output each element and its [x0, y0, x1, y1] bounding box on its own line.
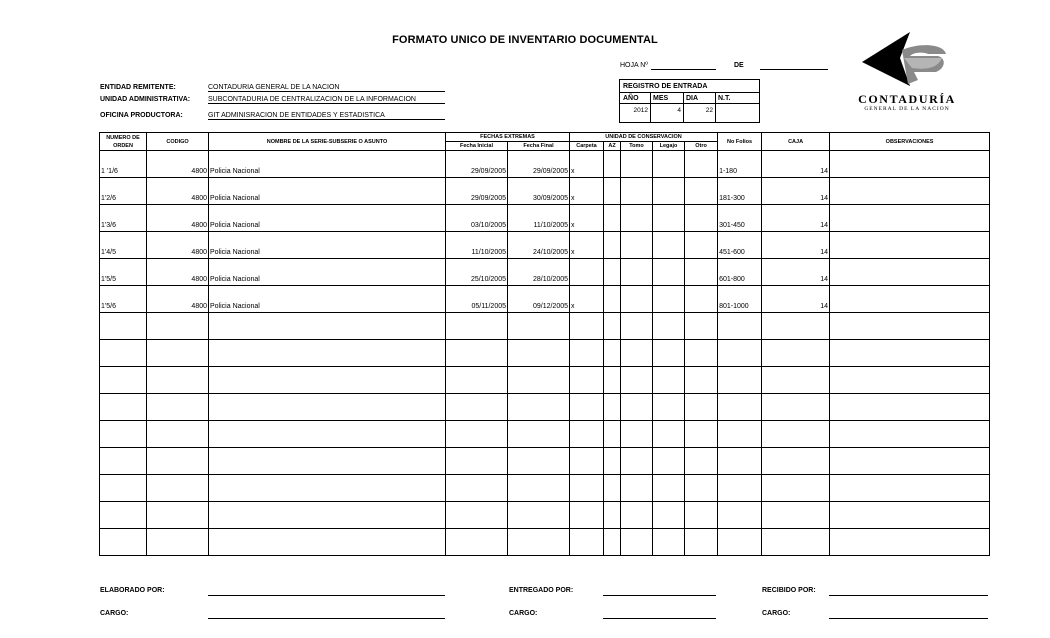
cell-fecha-final[interactable] — [508, 475, 570, 502]
cell-codigo[interactable] — [147, 367, 209, 394]
cell-observaciones[interactable] — [830, 205, 990, 232]
cell-codigo[interactable]: 4800 — [147, 178, 209, 205]
cell-az[interactable] — [604, 340, 621, 367]
unidad-label: UNIDAD ADMINISTRATIVA: — [100, 96, 191, 103]
cell-otro[interactable] — [685, 232, 718, 259]
table-row — [100, 286, 990, 313]
col-caja: CAJA — [762, 133, 830, 151]
col-unidad: UNIDAD DE CONSERVACION — [570, 133, 718, 142]
table-row-empty — [100, 313, 990, 340]
cell-orden[interactable] — [100, 313, 147, 340]
cell-orden[interactable] — [100, 367, 147, 394]
cell-caja[interactable] — [762, 529, 830, 556]
cell-fecha-inicial[interactable] — [446, 502, 508, 529]
cell-legajo[interactable] — [653, 259, 685, 286]
cell-caja[interactable]: 14 — [762, 232, 830, 259]
cell-fecha-final[interactable] — [508, 367, 570, 394]
cell-observaciones[interactable] — [830, 529, 990, 556]
cell-folios[interactable] — [718, 529, 762, 556]
cell-orden[interactable]: 1 '1/6 — [100, 151, 147, 178]
cell-otro[interactable] — [685, 475, 718, 502]
cell-folios[interactable]: 451-600 — [718, 232, 762, 259]
table-row-empty — [100, 529, 990, 556]
cell-otro[interactable] — [685, 367, 718, 394]
cell-az[interactable] — [604, 286, 621, 313]
cell-nombre[interactable]: Policia Nacional — [209, 232, 446, 259]
cell-fecha-final[interactable] — [508, 502, 570, 529]
reg-val-anio: 2012 — [633, 107, 648, 114]
cell-az[interactable] — [604, 313, 621, 340]
cell-codigo[interactable]: 4800 — [147, 232, 209, 259]
table-row — [100, 205, 990, 232]
cell-orden[interactable]: 1'5/5 — [100, 259, 147, 286]
reg-col-dia: DIA — [686, 95, 699, 102]
cell-nombre[interactable] — [209, 448, 446, 475]
cell-codigo[interactable]: 4800 — [147, 259, 209, 286]
cell-fecha-final[interactable] — [508, 421, 570, 448]
cell-fecha-final[interactable] — [508, 313, 570, 340]
cell-fecha-inicial[interactable]: 11/10/2005 — [446, 232, 508, 259]
cell-nombre[interactable]: Policia Nacional — [209, 178, 446, 205]
cell-folios[interactable]: 301-450 — [718, 205, 762, 232]
cell-carpeta[interactable] — [570, 421, 604, 448]
cell-carpeta[interactable] — [570, 340, 604, 367]
cell-folios[interactable] — [718, 367, 762, 394]
cell-fecha-inicial[interactable] — [446, 313, 508, 340]
col-otro: Otro — [685, 142, 718, 151]
col-nombre: NOMBRE DE LA SERIE-SUBSERIE O ASUNTO — [209, 133, 446, 151]
cell-tomo[interactable] — [621, 367, 653, 394]
page-title: FORMATO UNICO DE INVENTARIO DOCUMENTAL — [392, 34, 658, 46]
cell-az[interactable] — [604, 151, 621, 178]
col-fechas: FECHAS EXTREMAS — [446, 133, 570, 142]
cell-caja[interactable]: 14 — [762, 286, 830, 313]
cell-orden[interactable]: 1'5/6 — [100, 286, 147, 313]
cell-fecha-inicial[interactable]: 03/10/2005 — [446, 205, 508, 232]
table-row-empty — [100, 421, 990, 448]
cell-folios[interactable]: 1-180 — [718, 151, 762, 178]
cell-observaciones[interactable] — [830, 313, 990, 340]
cell-carpeta[interactable] — [570, 367, 604, 394]
cargo-label-3: CARGO: — [762, 610, 791, 617]
cell-nombre[interactable] — [209, 394, 446, 421]
cell-orden[interactable]: 1'4/5 — [100, 232, 147, 259]
cell-orden[interactable] — [100, 394, 147, 421]
cell-legajo[interactable] — [653, 286, 685, 313]
cell-carpeta[interactable]: x — [570, 205, 604, 232]
cell-observaciones[interactable] — [830, 502, 990, 529]
cell-caja[interactable] — [762, 475, 830, 502]
cell-orden[interactable] — [100, 448, 147, 475]
table-row-empty — [100, 475, 990, 502]
col-observaciones: OBSERVACIONES — [830, 133, 990, 151]
cell-az[interactable] — [604, 205, 621, 232]
cell-legajo[interactable] — [653, 502, 685, 529]
cell-codigo[interactable] — [147, 475, 209, 502]
cell-orden[interactable] — [100, 421, 147, 448]
cell-orden[interactable]: 1'2/6 — [100, 178, 147, 205]
cell-caja[interactable] — [762, 394, 830, 421]
cell-observaciones[interactable] — [830, 394, 990, 421]
cell-legajo[interactable] — [653, 448, 685, 475]
cell-legajo[interactable] — [653, 529, 685, 556]
cell-otro[interactable] — [685, 448, 718, 475]
cell-codigo[interactable] — [147, 340, 209, 367]
cargo-label-1: CARGO: — [100, 610, 129, 617]
cell-fecha-inicial[interactable] — [446, 448, 508, 475]
col-fecha-inicial: Fecha Inicial — [446, 142, 508, 151]
cell-codigo[interactable] — [147, 502, 209, 529]
cargo-label-2: CARGO: — [509, 610, 538, 617]
cell-legajo[interactable] — [653, 205, 685, 232]
table-row-empty — [100, 394, 990, 421]
table-row-empty — [100, 340, 990, 367]
cell-tomo[interactable] — [621, 178, 653, 205]
cell-fecha-final[interactable]: 28/10/2005 — [508, 259, 570, 286]
cell-tomo[interactable] — [621, 529, 653, 556]
cell-observaciones[interactable] — [830, 259, 990, 286]
unidad-value: SUBCONTADURIA DE CENTRALIZACION DE LA INFORMACION — [208, 96, 445, 104]
cell-carpeta[interactable]: x — [570, 286, 604, 313]
cell-observaciones[interactable] — [830, 151, 990, 178]
cell-tomo[interactable] — [621, 340, 653, 367]
cell-observaciones[interactable] — [830, 232, 990, 259]
cell-caja[interactable] — [762, 367, 830, 394]
cell-fecha-inicial[interactable]: 29/09/2005 — [446, 178, 508, 205]
cell-tomo[interactable] — [621, 313, 653, 340]
cell-carpeta[interactable] — [570, 502, 604, 529]
cell-fecha-final[interactable]: 09/12/2005 — [508, 286, 570, 313]
cell-carpeta[interactable] — [570, 475, 604, 502]
table-row-empty — [100, 448, 990, 475]
table-row — [100, 259, 990, 286]
cell-folios[interactable] — [718, 448, 762, 475]
cell-carpeta[interactable] — [570, 259, 604, 286]
cell-fecha-final[interactable]: 11/10/2005 — [508, 205, 570, 232]
cell-az[interactable] — [604, 367, 621, 394]
cell-az[interactable] — [604, 232, 621, 259]
cell-tomo[interactable] — [621, 286, 653, 313]
contaduria-logo — [842, 28, 972, 118]
cell-az[interactable] — [604, 448, 621, 475]
col-tomo: Tomo — [621, 142, 653, 151]
logo-emblem-icon — [842, 28, 972, 90]
recibido-label: RECIBIDO POR: — [762, 587, 816, 594]
cell-carpeta[interactable] — [570, 313, 604, 340]
table-row — [100, 232, 990, 259]
table-row-empty — [100, 502, 990, 529]
cell-otro[interactable] — [685, 178, 718, 205]
cell-folios[interactable] — [718, 340, 762, 367]
cell-legajo[interactable] — [653, 421, 685, 448]
cell-az[interactable] — [604, 178, 621, 205]
cell-observaciones[interactable] — [830, 448, 990, 475]
cell-az[interactable] — [604, 502, 621, 529]
cell-codigo[interactable] — [147, 313, 209, 340]
table-row — [100, 151, 990, 178]
cell-otro[interactable] — [685, 394, 718, 421]
cell-legajo[interactable] — [653, 178, 685, 205]
cell-fecha-final[interactable] — [508, 529, 570, 556]
de-label: DE — [734, 62, 744, 69]
cell-tomo[interactable] — [621, 421, 653, 448]
cell-codigo[interactable]: 4800 — [147, 286, 209, 313]
cell-nombre[interactable] — [209, 421, 446, 448]
cell-tomo[interactable] — [621, 475, 653, 502]
cell-codigo[interactable] — [147, 394, 209, 421]
cell-codigo[interactable] — [147, 529, 209, 556]
cell-caja[interactable] — [762, 421, 830, 448]
col-carpeta: Carpeta — [570, 142, 604, 151]
cell-nombre[interactable] — [209, 340, 446, 367]
cell-fecha-inicial[interactable] — [446, 340, 508, 367]
reg-col-mes: MES — [653, 95, 669, 102]
cell-caja[interactable]: 14 — [762, 205, 830, 232]
cell-az[interactable] — [604, 259, 621, 286]
cell-nombre[interactable]: Policia Nacional — [209, 205, 446, 232]
cell-orden[interactable]: 1'3/6 — [100, 205, 147, 232]
col-numero: NUMERO DE ORDEN — [100, 133, 147, 151]
cell-caja[interactable]: 14 — [762, 259, 830, 286]
col-fecha-final: Fecha Final — [508, 142, 570, 151]
cell-az[interactable] — [604, 421, 621, 448]
cell-carpeta[interactable]: x — [570, 178, 604, 205]
cell-tomo[interactable] — [621, 259, 653, 286]
cell-fecha-inicial[interactable] — [446, 421, 508, 448]
cell-legajo[interactable] — [653, 151, 685, 178]
elaborado-label: ELABORADO POR: — [100, 587, 165, 594]
cell-otro[interactable] — [685, 421, 718, 448]
cell-codigo[interactable]: 4800 — [147, 205, 209, 232]
logo-name: CONTADURÍA — [858, 92, 956, 106]
cell-carpeta[interactable]: x — [570, 151, 604, 178]
cell-fecha-final[interactable] — [508, 340, 570, 367]
oficina-value: GIT ADMINISRACION DE ENTIDADES Y ESTADISTICA — [208, 112, 445, 120]
cell-carpeta[interactable]: x — [570, 232, 604, 259]
cell-caja[interactable]: 14 — [762, 151, 830, 178]
entidad-label: ENTIDAD REMITENTE: — [100, 84, 176, 91]
cell-carpeta[interactable] — [570, 529, 604, 556]
col-codigo: CODIGO — [147, 133, 209, 151]
cell-az[interactable] — [604, 394, 621, 421]
cell-carpeta[interactable] — [570, 394, 604, 421]
cell-tomo[interactable] — [621, 448, 653, 475]
cell-fecha-final[interactable] — [508, 394, 570, 421]
cell-folios[interactable] — [718, 421, 762, 448]
cell-otro[interactable] — [685, 286, 718, 313]
cargo-field-3[interactable] — [829, 618, 988, 619]
recibido-field[interactable] — [829, 595, 988, 596]
cell-fecha-inicial[interactable]: 05/11/2005 — [446, 286, 508, 313]
cell-nombre[interactable] — [209, 475, 446, 502]
elaborado-field[interactable] — [208, 595, 445, 596]
cell-observaciones[interactable] — [830, 340, 990, 367]
table-row — [100, 178, 990, 205]
cell-folios[interactable]: 801-1000 — [718, 286, 762, 313]
registro-title: REGISTRO DE ENTRADA — [623, 83, 708, 90]
reg-val-dia: 22 — [705, 107, 713, 114]
cell-nombre[interactable] — [209, 367, 446, 394]
cell-folios[interactable] — [718, 313, 762, 340]
cell-otro[interactable] — [685, 340, 718, 367]
cell-nombre[interactable]: Policia Nacional — [209, 259, 446, 286]
cell-nombre[interactable] — [209, 313, 446, 340]
reg-col-anio: AÑO — [623, 95, 639, 102]
cell-folios[interactable] — [718, 502, 762, 529]
entregado-label: ENTREGADO POR: — [509, 587, 574, 594]
cell-fecha-inicial[interactable]: 25/10/2005 — [446, 259, 508, 286]
cell-otro[interactable] — [685, 205, 718, 232]
cell-caja[interactable]: 14 — [762, 178, 830, 205]
cell-nombre[interactable] — [209, 529, 446, 556]
cell-otro[interactable] — [685, 259, 718, 286]
reg-col-nt: N.T. — [718, 95, 731, 102]
cell-codigo[interactable]: 4800 — [147, 151, 209, 178]
cell-nombre[interactable] — [209, 502, 446, 529]
cell-observaciones[interactable] — [830, 178, 990, 205]
cargo-field-2[interactable] — [603, 618, 716, 619]
oficina-label: OFICINA PRODUCTORA: — [100, 112, 183, 119]
cell-tomo[interactable] — [621, 394, 653, 421]
cell-orden[interactable] — [100, 529, 147, 556]
cell-orden[interactable] — [100, 340, 147, 367]
col-legajo: Legajo — [653, 142, 685, 151]
de-field[interactable] — [760, 69, 828, 70]
cell-tomo[interactable] — [621, 502, 653, 529]
cell-tomo[interactable] — [621, 151, 653, 178]
cell-tomo[interactable] — [621, 232, 653, 259]
reg-val-mes: 4 — [677, 107, 681, 114]
cell-folios[interactable] — [718, 394, 762, 421]
cell-legajo[interactable] — [653, 394, 685, 421]
cargo-field-1[interactable] — [208, 618, 445, 619]
cell-folios[interactable]: 601-800 — [718, 259, 762, 286]
cell-nombre[interactable]: Policia Nacional — [209, 286, 446, 313]
cell-observaciones[interactable] — [830, 367, 990, 394]
cell-otro[interactable] — [685, 313, 718, 340]
cell-legajo[interactable] — [653, 367, 685, 394]
cell-fecha-final[interactable]: 29/09/2005 — [508, 151, 570, 178]
col-folios: No Folios — [718, 133, 762, 151]
cell-orden[interactable] — [100, 475, 147, 502]
cell-legajo[interactable] — [653, 313, 685, 340]
cell-caja[interactable] — [762, 340, 830, 367]
cell-otro[interactable] — [685, 529, 718, 556]
cell-fecha-final[interactable]: 30/09/2005 — [508, 178, 570, 205]
cell-tomo[interactable] — [621, 205, 653, 232]
cell-observaciones[interactable] — [830, 475, 990, 502]
cell-legajo[interactable] — [653, 340, 685, 367]
cell-fecha-inicial[interactable] — [446, 475, 508, 502]
entregado-field[interactable] — [603, 595, 716, 596]
cell-legajo[interactable] — [653, 232, 685, 259]
cell-fecha-inicial[interactable] — [446, 367, 508, 394]
cell-fecha-final[interactable] — [508, 448, 570, 475]
cell-fecha-inicial[interactable]: 29/09/2005 — [446, 151, 508, 178]
logo-sub: GENERAL DE LA NACION — [864, 106, 950, 112]
table-row-empty — [100, 367, 990, 394]
registro-box — [619, 79, 760, 123]
cell-fecha-final[interactable]: 24/10/2005 — [508, 232, 570, 259]
cell-carpeta[interactable] — [570, 448, 604, 475]
cell-fecha-inicial[interactable] — [446, 529, 508, 556]
cell-folios[interactable] — [718, 475, 762, 502]
cell-otro[interactable] — [685, 502, 718, 529]
cell-nombre[interactable]: Policia Nacional — [209, 151, 446, 178]
hoja-label: HOJA Nº — [620, 62, 648, 69]
cell-az[interactable] — [604, 475, 621, 502]
cell-observaciones[interactable] — [830, 286, 990, 313]
cell-codigo[interactable] — [147, 448, 209, 475]
cell-caja[interactable] — [762, 313, 830, 340]
cell-orden[interactable] — [100, 502, 147, 529]
cell-codigo[interactable] — [147, 421, 209, 448]
cell-legajo[interactable] — [653, 475, 685, 502]
cell-caja[interactable] — [762, 502, 830, 529]
cell-az[interactable] — [604, 529, 621, 556]
cell-folios[interactable]: 181-300 — [718, 178, 762, 205]
cell-caja[interactable] — [762, 448, 830, 475]
col-az: AZ — [604, 142, 621, 151]
entidad-value: CONTADURIA GENERAL DE LA NACION — [208, 84, 445, 92]
hoja-field[interactable] — [651, 69, 716, 70]
cell-otro[interactable] — [685, 151, 718, 178]
cell-fecha-inicial[interactable] — [446, 394, 508, 421]
inventory-table — [99, 132, 990, 556]
cell-observaciones[interactable] — [830, 421, 990, 448]
